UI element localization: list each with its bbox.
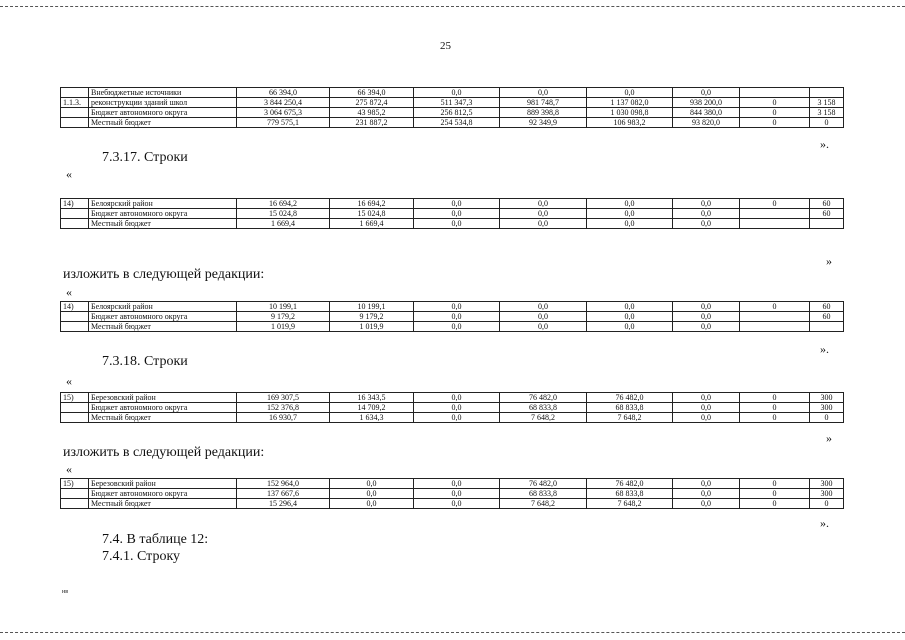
- table-cell: Березовский район: [89, 479, 237, 489]
- closing-quote-4: »: [826, 431, 832, 445]
- table-row: [61, 479, 844, 489]
- table-cell: [61, 108, 89, 118]
- table-cell: 0: [740, 108, 810, 118]
- table-cell: [61, 489, 89, 499]
- table-cell: 1.1.3.: [61, 98, 89, 108]
- table-cell: 300: [810, 489, 844, 499]
- table-cell: 0,0: [500, 302, 587, 312]
- table-cell: 92 349,9: [500, 118, 587, 128]
- table-cell: 152 964,0: [237, 479, 330, 489]
- table-cell: 15 296,4: [237, 499, 330, 509]
- opening-quote-1: «: [66, 167, 72, 181]
- table-cell: 68 833,8: [587, 403, 673, 413]
- table-cell: 0,0: [673, 499, 740, 509]
- table-cell: 256 812,5: [414, 108, 500, 118]
- table-cell: 3 064 675,3: [237, 108, 330, 118]
- section-heading-7-4-1: 7.4.1. Строку: [102, 549, 181, 564]
- table-cell: [740, 322, 810, 332]
- table-cell: 0: [740, 479, 810, 489]
- table-cell: 0,0: [673, 322, 740, 332]
- table-cell: Местный бюджет: [89, 499, 237, 509]
- table-cell: 1 019,9: [237, 322, 330, 332]
- table-cell: 66 394,0: [330, 88, 414, 98]
- table-cell: 137 667,6: [237, 489, 330, 499]
- table-cell: 7 648,2: [500, 413, 587, 423]
- table-cell: Местный бюджет: [89, 219, 237, 229]
- table-cell: 14 709,2: [330, 403, 414, 413]
- table-cell: [61, 403, 89, 413]
- table-cell: 16 930,7: [237, 413, 330, 423]
- table-cell: 981 748,7: [500, 98, 587, 108]
- table-cell: 0,0: [500, 312, 587, 322]
- table-cell: 76 482,0: [587, 479, 673, 489]
- table-cell: 3 844 250,4: [237, 98, 330, 108]
- closing-quote-2: »: [826, 254, 832, 268]
- table-cell: 169 307,5: [237, 393, 330, 403]
- table-cell: 0,0: [500, 219, 587, 229]
- table-cell: 68 833,8: [587, 489, 673, 499]
- table-cell: 0: [740, 489, 810, 499]
- table-cell: 60: [810, 302, 844, 312]
- opening-quote-3: «: [66, 374, 72, 388]
- table-cell: 0,0: [673, 312, 740, 322]
- table-cell: 10 199,1: [330, 302, 414, 312]
- table-cell: [61, 322, 89, 332]
- table-cell: 0,0: [414, 209, 500, 219]
- table-cell: 779 575,1: [237, 118, 330, 128]
- table-cell: 60: [810, 199, 844, 209]
- table-cell: 0,0: [330, 479, 414, 489]
- table-cell: 15 024,8: [237, 209, 330, 219]
- table-row: [61, 413, 844, 423]
- table-cell: 16 343,5: [330, 393, 414, 403]
- table-cell: 0,0: [673, 302, 740, 312]
- table-cell: [61, 118, 89, 128]
- table-cell: 0,0: [673, 489, 740, 499]
- table-cell: 0,0: [587, 322, 673, 332]
- table-row: [61, 403, 844, 413]
- scan-edge-top: [0, 6, 905, 7]
- table-cell: 0,0: [414, 393, 500, 403]
- instruction-restate-2: изложить в следующей редакции:: [63, 445, 265, 460]
- table-row: [61, 108, 844, 118]
- table-cell: Белоярский район: [89, 199, 237, 209]
- closing-quote-5: ».: [820, 516, 829, 530]
- budget-table-berezovsky-new: [60, 478, 844, 509]
- table-cell: 7 648,2: [500, 499, 587, 509]
- table-cell: 14): [61, 302, 89, 312]
- table-cell: 0: [740, 499, 810, 509]
- table-cell: 15 024,8: [330, 209, 414, 219]
- table-cell: 0,0: [414, 322, 500, 332]
- table-cell: [740, 219, 810, 229]
- table-cell: 76 482,0: [587, 393, 673, 403]
- table-cell: 68 833,8: [500, 489, 587, 499]
- table-cell: 7 648,2: [587, 499, 673, 509]
- scan-edge-bottom: [0, 632, 905, 633]
- table-cell: 7 648,2: [587, 413, 673, 423]
- table-row: [61, 219, 844, 229]
- table-cell: [810, 322, 844, 332]
- table-row: [61, 489, 844, 499]
- table-cell: 0: [740, 393, 810, 403]
- table-cell: 68 833,8: [500, 403, 587, 413]
- opening-quote-4: «: [66, 462, 72, 476]
- table-cell: 231 887,2: [330, 118, 414, 128]
- table-cell: 14): [61, 199, 89, 209]
- table-cell: 0,0: [414, 413, 500, 423]
- table-cell: 3 158: [810, 98, 844, 108]
- table-row: [61, 199, 844, 209]
- table-cell: 1 019,9: [330, 322, 414, 332]
- budget-table-beloyarsky-new: [60, 301, 844, 332]
- table-cell: 76 482,0: [500, 479, 587, 489]
- table-row: [61, 209, 844, 219]
- table-cell: 3 158: [810, 108, 844, 118]
- table-cell: 0,0: [330, 499, 414, 509]
- table-cell: Бюджет автономного округа: [89, 489, 237, 499]
- table-row: [61, 393, 844, 403]
- table-cell: 0,0: [414, 302, 500, 312]
- table-cell: 0,0: [414, 199, 500, 209]
- table-cell: 76 482,0: [500, 393, 587, 403]
- opening-quote-2: «: [66, 285, 72, 299]
- table-cell: 93 820,0: [673, 118, 740, 128]
- table-cell: 106 983,2: [587, 118, 673, 128]
- table-cell: 9 179,2: [330, 312, 414, 322]
- table-cell: Белоярский район: [89, 302, 237, 312]
- table-cell: 0,0: [673, 413, 740, 423]
- table-row: [61, 499, 844, 509]
- table-cell: Местный бюджет: [89, 118, 237, 128]
- table-cell: 43 985,2: [330, 108, 414, 118]
- table-cell: 1 634,3: [330, 413, 414, 423]
- table-cell: [61, 413, 89, 423]
- section-heading-7-3-17: 7.3.17. Строки: [102, 150, 188, 165]
- table-cell: 10 199,1: [237, 302, 330, 312]
- table-cell: 275 872,4: [330, 98, 414, 108]
- table-cell: Бюджет автономного округа: [89, 312, 237, 322]
- table-cell: [740, 209, 810, 219]
- table-cell: 511 347,3: [414, 98, 500, 108]
- table-cell: Бюджет автономного округа: [89, 209, 237, 219]
- table-cell: 300: [810, 479, 844, 489]
- section-heading-7-3-18: 7.3.18. Строки: [102, 354, 188, 369]
- table-cell: 0: [810, 499, 844, 509]
- table-cell: 0,0: [414, 499, 500, 509]
- table-cell: 0,0: [673, 199, 740, 209]
- table-row: [61, 88, 844, 98]
- table-cell: [61, 499, 89, 509]
- table-cell: 0,0: [500, 88, 587, 98]
- table-cell: 1 137 082,0: [587, 98, 673, 108]
- table-cell: 0: [740, 302, 810, 312]
- budget-table-beloyarsky-old: [60, 198, 844, 229]
- table-cell: 844 380,0: [673, 108, 740, 118]
- table-cell: [61, 88, 89, 98]
- table-cell: 60: [810, 209, 844, 219]
- table-cell: 15): [61, 393, 89, 403]
- table-cell: [740, 312, 810, 322]
- table-row: [61, 322, 844, 332]
- table-row: [61, 312, 844, 322]
- closing-quote-3: ».: [820, 342, 829, 356]
- table-cell: 1 669,4: [330, 219, 414, 229]
- table-cell: Бюджет автономного округа: [89, 108, 237, 118]
- table-cell: 0,0: [587, 88, 673, 98]
- table-cell: 0,0: [414, 489, 500, 499]
- table-cell: 9 179,2: [237, 312, 330, 322]
- table-cell: [61, 209, 89, 219]
- table-cell: Березовский район: [89, 393, 237, 403]
- table-cell: реконструкции зданий школ: [89, 98, 237, 108]
- table-cell: 0,0: [673, 403, 740, 413]
- table-row: [61, 98, 844, 108]
- closing-quote-1: ».: [820, 137, 829, 151]
- table-cell: 0,0: [587, 199, 673, 209]
- table-row: [61, 118, 844, 128]
- footer-code: нв: [62, 589, 69, 595]
- table-cell: 0: [740, 403, 810, 413]
- table-cell: 0: [740, 118, 810, 128]
- table-cell: 66 394,0: [237, 88, 330, 98]
- table-cell: 16 694,2: [237, 199, 330, 209]
- table-cell: 0,0: [414, 219, 500, 229]
- section-heading-7-4: 7.4. В таблице 12:: [102, 532, 209, 547]
- table-cell: 0,0: [587, 219, 673, 229]
- table-cell: 15): [61, 479, 89, 489]
- table-cell: 16 694,2: [330, 199, 414, 209]
- table-cell: 0: [740, 98, 810, 108]
- table-cell: 0,0: [330, 489, 414, 499]
- table-cell: Местный бюджет: [89, 322, 237, 332]
- table-cell: 0,0: [414, 479, 500, 489]
- table-cell: [740, 88, 810, 98]
- table-cell: [810, 219, 844, 229]
- page-number: 25: [440, 40, 451, 52]
- table-row: [61, 302, 844, 312]
- table-cell: 889 398,8: [500, 108, 587, 118]
- table-cell: 0,0: [673, 209, 740, 219]
- table-cell: 60: [810, 312, 844, 322]
- table-cell: Бюджет автономного округа: [89, 403, 237, 413]
- table-cell: 0,0: [414, 403, 500, 413]
- table-cell: 0,0: [673, 479, 740, 489]
- table-cell: [61, 312, 89, 322]
- table-cell: Местный бюджет: [89, 413, 237, 423]
- table-cell: 938 200,0: [673, 98, 740, 108]
- table-cell: 0,0: [587, 302, 673, 312]
- table-cell: 300: [810, 403, 844, 413]
- table-cell: 0,0: [673, 393, 740, 403]
- budget-table-school-reconstruction: [60, 87, 844, 128]
- budget-table-berezovsky-old: [60, 392, 844, 423]
- table-cell: 0,0: [587, 209, 673, 219]
- table-cell: 254 534,8: [414, 118, 500, 128]
- table-cell: 1 030 098,8: [587, 108, 673, 118]
- instruction-restate-1: изложить в следующей редакции:: [63, 267, 265, 282]
- table-cell: [61, 219, 89, 229]
- table-cell: 0,0: [414, 88, 500, 98]
- table-cell: 0: [810, 413, 844, 423]
- table-cell: 0,0: [500, 322, 587, 332]
- table-cell: 300: [810, 393, 844, 403]
- table-cell: 0,0: [500, 199, 587, 209]
- table-cell: 1 669,4: [237, 219, 330, 229]
- table-cell: 152 376,8: [237, 403, 330, 413]
- table-cell: 0: [810, 118, 844, 128]
- table-cell: [810, 88, 844, 98]
- table-cell: 0: [740, 413, 810, 423]
- table-cell: 0: [740, 199, 810, 209]
- table-cell: 0,0: [414, 312, 500, 322]
- table-cell: Внебюджетные источники: [89, 88, 237, 98]
- table-cell: 0,0: [673, 88, 740, 98]
- table-cell: 0,0: [500, 209, 587, 219]
- table-cell: 0,0: [587, 312, 673, 322]
- table-cell: 0,0: [673, 219, 740, 229]
